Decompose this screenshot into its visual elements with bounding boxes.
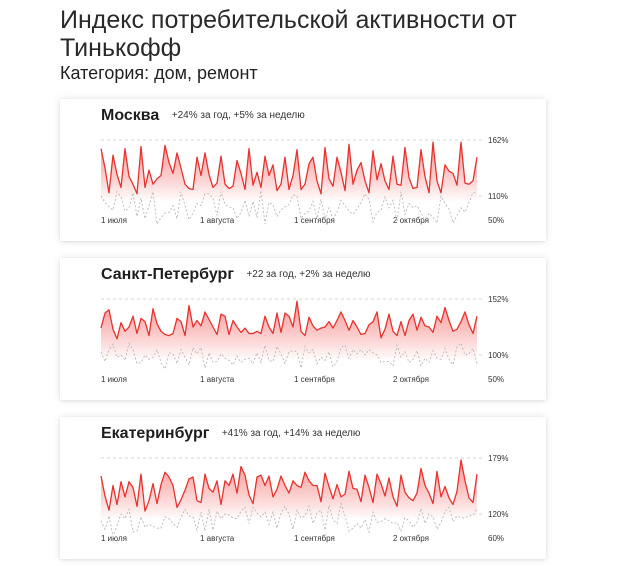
x-tick-label: 1 июля <box>101 375 127 384</box>
y-tick-label: 60% <box>488 534 505 543</box>
y-tick-label: 50% <box>488 216 505 225</box>
y-tick-label: 162% <box>488 136 509 145</box>
x-tick-label: 1 сентября <box>294 216 335 225</box>
line-chart-moscow <box>60 99 546 241</box>
chart-card-spb <box>60 258 546 400</box>
y-tick-label: 50% <box>488 375 505 384</box>
x-tick-label: 2 октября <box>393 216 429 225</box>
chart-title: Екатеринбург <box>101 425 210 442</box>
x-tick-label: 1 сентября <box>294 375 335 384</box>
x-tick-label: 2 октября <box>393 534 429 543</box>
y-tick-label: 120% <box>488 510 509 519</box>
chart-change-note: +41% за год, +14% за неделю <box>221 428 361 439</box>
line-chart-spb <box>60 258 546 400</box>
x-tick-label: 1 августа <box>200 534 235 543</box>
x-tick-label: 1 июля <box>101 534 127 543</box>
chart-change-note: +22 за год, +2% за неделю <box>246 269 371 280</box>
y-tick-label: 100% <box>488 351 509 360</box>
x-tick-label: 1 августа <box>200 375 235 384</box>
chart-title: Москва <box>101 107 160 124</box>
x-tick-label: 1 сентября <box>294 534 335 543</box>
page-title: Индекс потребительской активности от Тинькофф <box>60 6 517 62</box>
page-subtitle: Категория: дом, ремонт <box>60 63 258 83</box>
line-chart-ekaterinburg <box>60 417 546 559</box>
chart-card-ekaterinburg <box>60 417 546 559</box>
y-tick-label: 110% <box>488 192 508 201</box>
x-tick-label: 2 октября <box>393 375 429 384</box>
chart-card-moscow <box>60 99 546 241</box>
y-tick-label: 179% <box>488 454 509 463</box>
chart-change-note: +24% за год, +5% за неделю <box>171 110 305 121</box>
x-tick-label: 1 августа <box>200 216 235 225</box>
y-tick-label: 152% <box>488 295 509 304</box>
x-tick-label: 1 июля <box>101 216 127 225</box>
chart-title: Санкт-Петербург <box>101 266 234 283</box>
